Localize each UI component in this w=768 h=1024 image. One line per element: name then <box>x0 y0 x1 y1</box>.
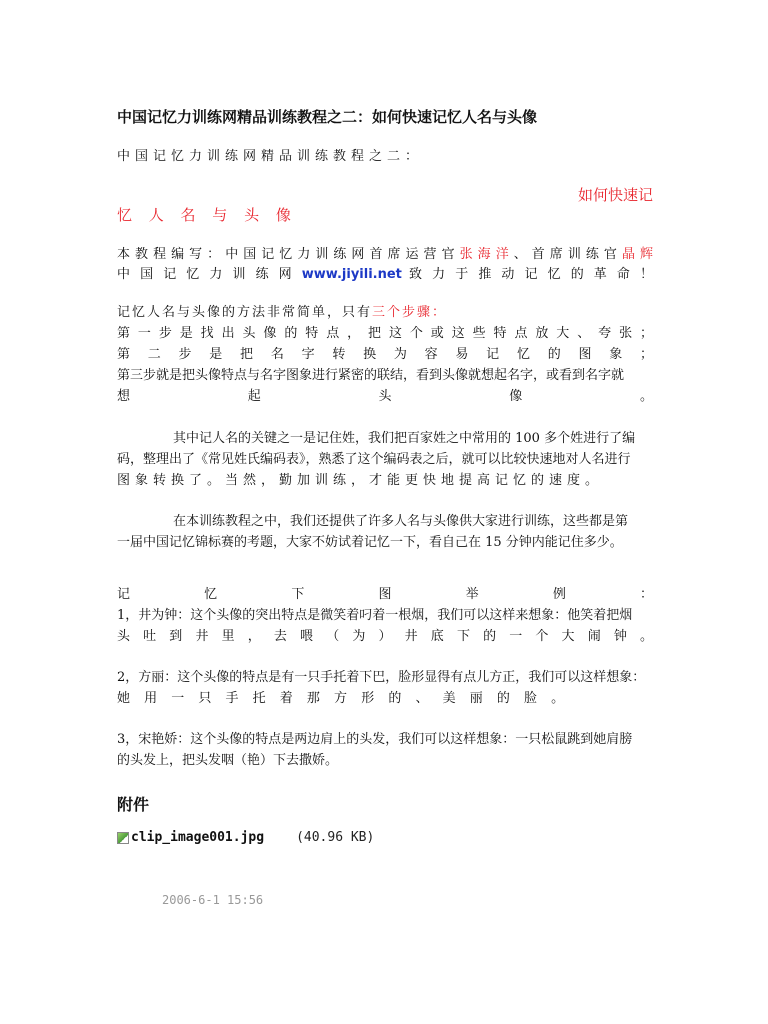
paragraph-1-line-a: 其中记人名的关键之一是记住姓，我们把百家姓之中常用的 100 多个姓进行了编 <box>173 431 636 446</box>
site-url-link[interactable]: www.jiyili.net <box>301 267 402 282</box>
step-1: 第一步是找出头像的特点，把这个或这些特点放大、夸张； <box>117 326 653 341</box>
method-intro-text: 记忆人名与头像的方法非常简单，只有 <box>117 305 373 320</box>
page-title: 中国记忆力训练网精品训练教程之二：如何快速记忆人名与头像 <box>117 108 538 126</box>
example-1-line-a: 1，井为钟：这个头像的突出特点是微笑着叼着一根烟，我们可以这样来想象：他笑着把烟 <box>117 608 633 623</box>
step-3-line-b: 想 起 头 像 。 <box>117 389 653 404</box>
post-date: 2006-6-1 15:56 <box>162 893 264 907</box>
site-line <box>117 264 653 285</box>
step-3-line-a: 第三步就是把头像特点与名字图象进行紧密的联结，看到头像就想起名字，或看到名字就 <box>117 368 625 383</box>
method-intro-highlight: 三个步骤： <box>372 305 448 320</box>
subtitle: 中国记忆力训练网精品训练教程之二： <box>117 149 424 164</box>
author-prefix: 本教程编写：中国记忆力训练网首席运营官 <box>117 247 460 262</box>
author-name-2: 晶辉 <box>621 247 653 262</box>
author-line <box>117 244 653 265</box>
example-1-line-b: 头 吐 到 井 里 ， 去 喂 （ 为 ） 井 底 下 的 一 个 大 闹 钟 。 <box>117 629 653 644</box>
paragraph-2-line-b: 一届中国记忆锦标赛的考题，大家不妨试着记忆一下，看自己在 15 分钟内能记住多少。 <box>117 535 623 550</box>
red-heading-part2: 忆 人 名 与 头 像 <box>117 206 297 224</box>
step-2: 第 二 步 是 把 名 字 转 换 为 容 易 记 忆 的 图 象 ； <box>117 347 653 362</box>
attachment-size: (40.96 KB) <box>296 830 375 845</box>
paragraph-1-line-b: 码，整理出了《常见姓氏编码表》，熟悉了这个编码表之后，就可以比较快速地对人名进行 <box>117 452 631 467</box>
author-mid: 、首席训练官 <box>513 247 622 262</box>
attachment-item <box>117 830 374 845</box>
red-heading-part1: 如何快速记 <box>577 186 653 204</box>
example-3-line-b: 的头发上，把头发咽（艳）下去撒娇。 <box>117 753 339 768</box>
site-suffix: 致 力 于 推 动 记 忆 的 革 命 ！ <box>409 267 653 282</box>
attachment-link[interactable]: clip_image001.jpg <box>131 830 265 845</box>
author-name-1: 张海洋 <box>459 247 514 262</box>
example-2-line-b: 她 用 一 只 手 托 着 那 方 形 的 、 美 丽 的 脸 。 <box>117 691 570 706</box>
site-prefix: 中 国 记 忆 力 训 练 网 <box>117 267 295 282</box>
paragraph-1-line-c: 图象转换了。当然，勤加训练，才能更快地提高记忆的速度。 <box>117 473 604 488</box>
method-intro <box>117 302 653 323</box>
examples-heading: 记 忆 下 图 举 例 ： <box>117 587 653 602</box>
example-3-line-a: 3，宋艳娇：这个头像的特点是两边肩上的头发，我们可以这样想象：一只松鼠跳到她肩膀 <box>117 732 633 747</box>
attachments-heading: 附件 <box>117 795 150 814</box>
image-file-icon <box>117 832 129 844</box>
example-2-line-a: 2，方丽：这个头像的特点是有一只手托着下巴，脸形显得有点儿方正，我们可以这样想象： <box>117 670 646 685</box>
paragraph-2-line-a: 在本训练教程之中，我们还提供了许多人名与头像供大家进行训练，这些都是第 <box>173 514 629 529</box>
